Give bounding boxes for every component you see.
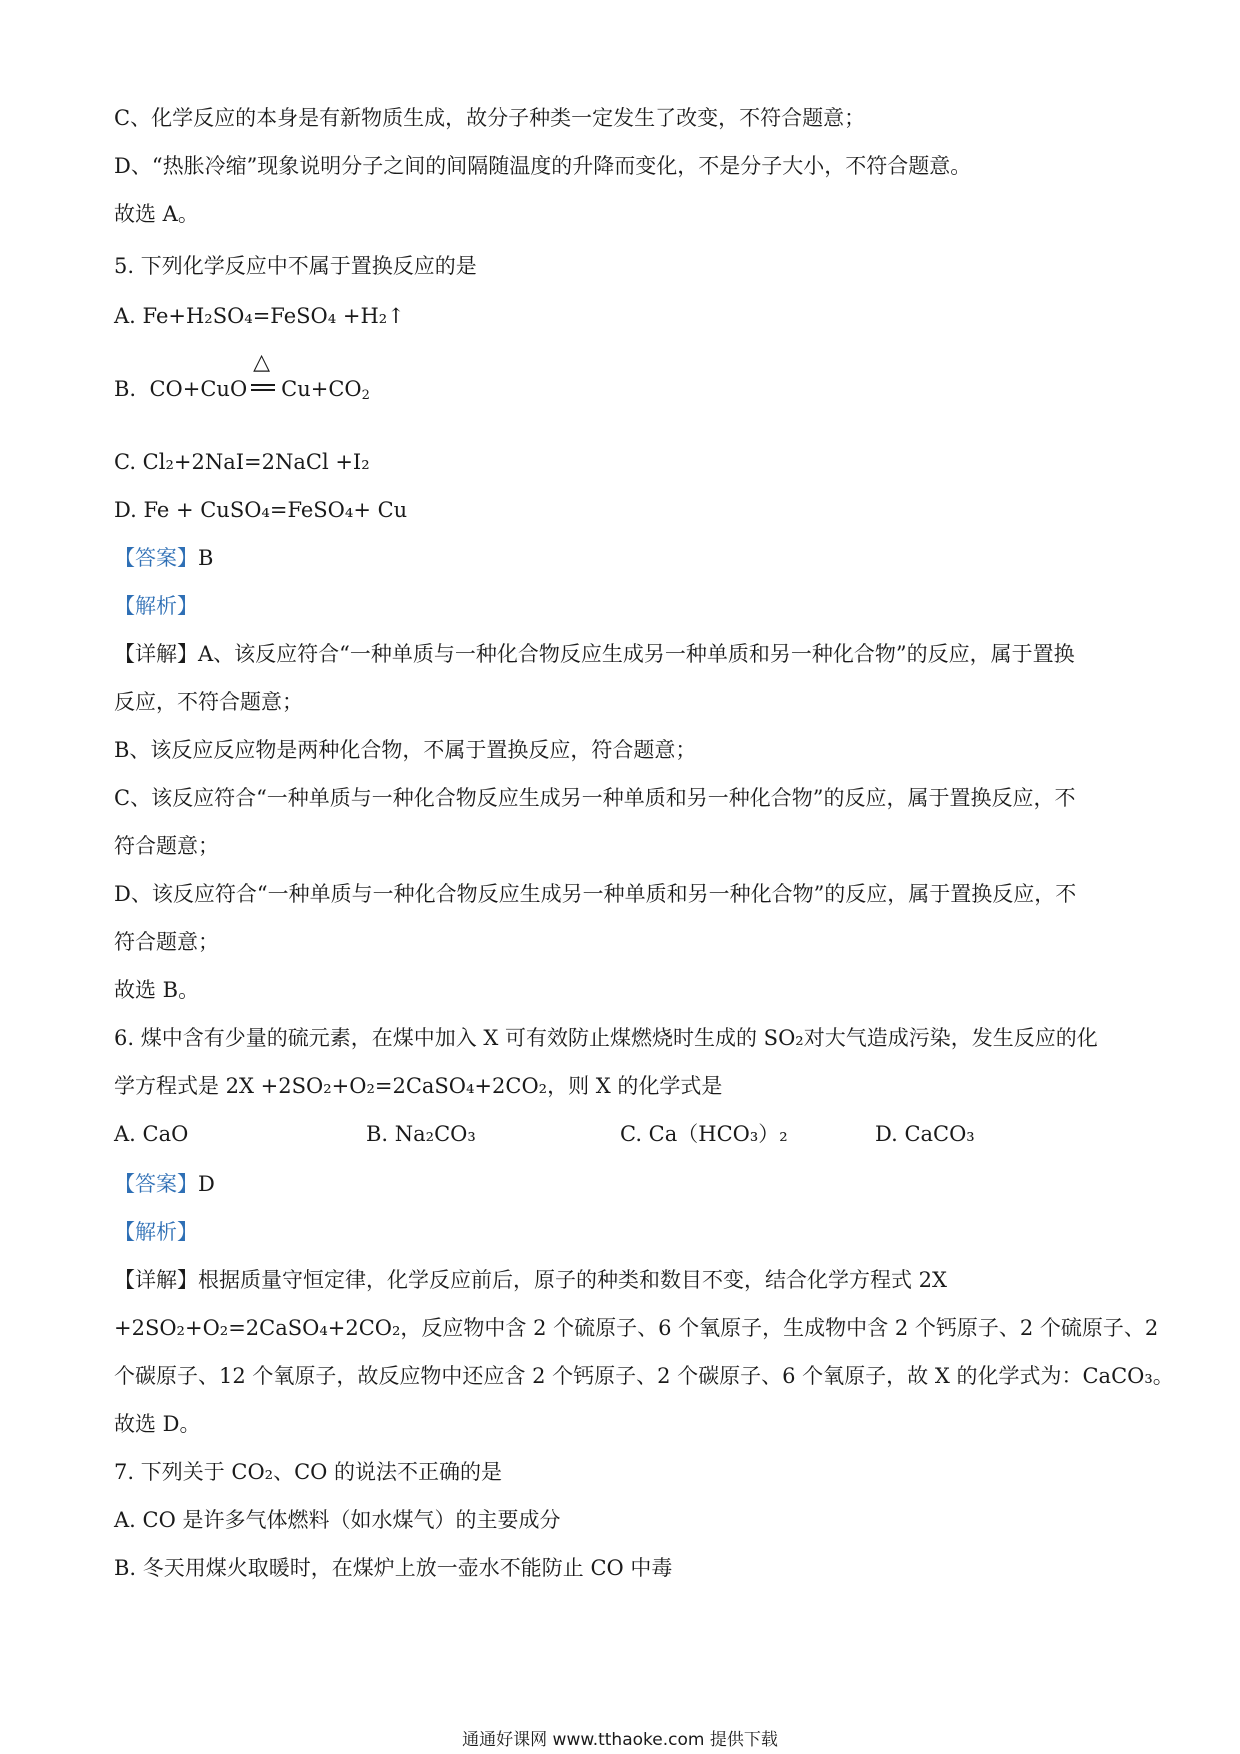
equation-left: CO+CuO — [149, 377, 248, 401]
q5-option-b: B. CO+CuO △ $Cu+CO_2$ — [114, 350, 370, 403]
analysis-tag: 【解析】 — [114, 594, 198, 618]
text-line: 个碳原子、12 个氧原子，故反应物中还应含 2 个钙原子、2 个碳原子、6 个氧原子，故 X 的化学式为：CaCO₃。 — [114, 1364, 1174, 1388]
footer: 通通好课网 www.tthaoke.com 提供下载 — [462, 1730, 778, 1750]
detail-5 — [114, 639, 1075, 669]
heat-triangle-icon: △ — [253, 350, 271, 375]
question-6: 6. 煤中含有少量的硫元素，在煤中加入 X 可有效防止煤燃烧时生成的 SO₂对大气造成污染，发生反应的化 — [114, 1026, 1098, 1050]
q5-option-a: A. Fe+H₂SO₄=FeSO₄ +H₂↑ — [114, 304, 405, 328]
text-line: +2SO₂+O₂=2CaSO₄+2CO₂，反应物中含 2 个硫原子、6 个氧原子，生成物中含 2 个钙原子、2 个硫原子、2 — [114, 1316, 1159, 1340]
detail-text: A、该反应符合“一种单质与一种化合物反应生成另一种单质和另一种化合物”的反应，属于置换 — [198, 642, 1075, 666]
q6-option-a: A. CaO — [114, 1122, 189, 1146]
answer-tag: 【答案】 — [114, 1172, 198, 1196]
q5-option-c: C. Cl₂+2NaI=2NaCl +I₂ — [114, 450, 370, 474]
answer-value: D — [198, 1172, 215, 1196]
text-line: 符合题意； — [114, 930, 219, 954]
q6-option-c: C. Ca（HCO₃）₂ — [620, 1122, 788, 1146]
text-line: 故选 B。 — [114, 978, 200, 1002]
heating-equals-sign — [247, 350, 281, 404]
text-line: 故选 A。 — [114, 202, 199, 226]
detail-text: 根据质量守恒定律，化学反应前后，原子的种类和数目不变，结合化学方程式 2X — [198, 1268, 947, 1292]
detail-6 — [114, 1265, 947, 1295]
q6-option-b: B. Na₂CO₃ — [366, 1122, 476, 1146]
answer-5 — [114, 543, 213, 573]
q6-option-d: D. CaCO₃ — [875, 1122, 975, 1146]
analysis-tag: 【解析】 — [114, 1220, 198, 1244]
question-7: 7. 下列关于 CO₂、CO 的说法不正确的是 — [114, 1460, 503, 1484]
text-line: 学方程式是 2X +2SO₂+O₂=2CaSO₄+2CO₂，则 X 的化学式是 — [114, 1074, 723, 1098]
equation-right: Cu+CO — [281, 377, 362, 401]
text-line: 反应，不符合题意； — [114, 690, 303, 714]
detail-tag: 【详解】 — [114, 1268, 198, 1292]
q7-option-a: A. CO 是许多气体燃料（如水煤气）的主要成分 — [114, 1508, 561, 1532]
text-line: C、该反应符合“一种单质与一种化合物反应生成另一种单质和另一种化合物”的反应，属于置换反应，不 — [114, 786, 1076, 810]
answer-6 — [114, 1169, 215, 1199]
detail-tag: 【详解】 — [114, 642, 198, 666]
text-line: C、化学反应的本身是有新物质生成，故分子种类一定发生了改变，不符合题意； — [114, 106, 866, 130]
text-line: 符合题意； — [114, 834, 219, 858]
text-line: D、该反应符合“一种单质与一种化合物反应生成另一种单质和另一种化合物”的反应，属于置换反应，不 — [114, 882, 1077, 906]
answer-value: B — [198, 546, 214, 570]
text-line: 故选 D。 — [114, 1412, 201, 1436]
text-line: D、“热胀冷缩”现象说明分子之间的间隔随温度的升降而变化，不是分子大小，不符合题意。 — [114, 154, 972, 178]
q7-option-b: B. 冬天用煤火取暖时，在煤炉上放一壶水不能防止 CO 中毒 — [114, 1556, 673, 1580]
question-5: 5. 下列化学反应中不属于置换反应的是 — [114, 254, 477, 278]
option-label: B. — [114, 377, 137, 401]
q5-option-d: D. Fe + CuSO₄=FeSO₄+ Cu — [114, 498, 408, 522]
answer-tag: 【答案】 — [114, 546, 198, 570]
text-line: B、该反应反应物是两种化合物，不属于置换反应，符合题意； — [114, 738, 697, 762]
